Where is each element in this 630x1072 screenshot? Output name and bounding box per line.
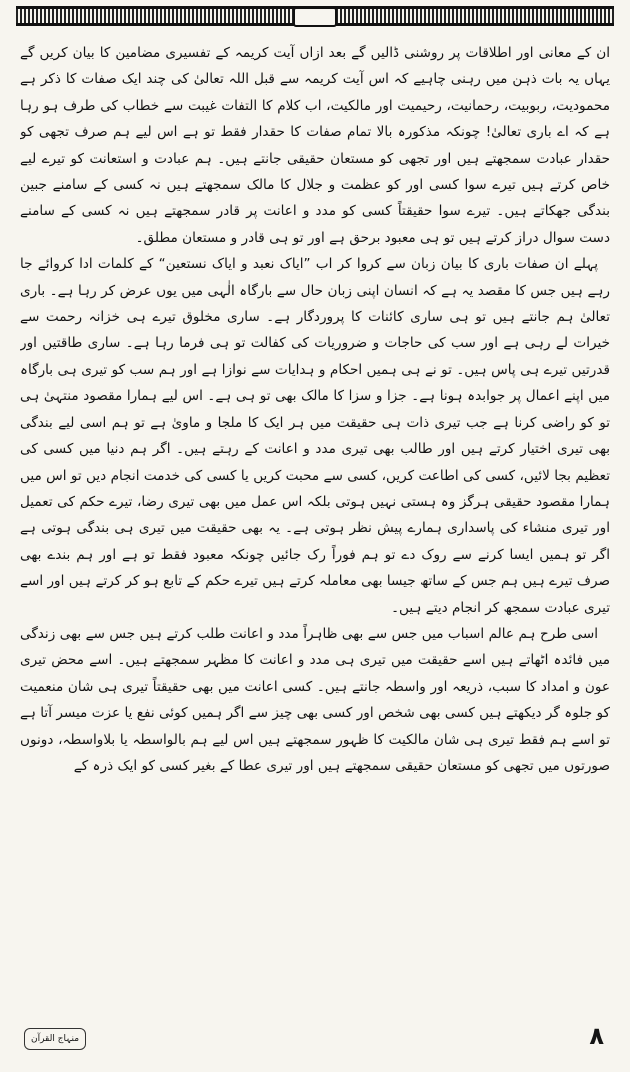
page-number: ۸	[589, 1022, 604, 1050]
paragraph-2: پہلے ان صفات باری کا بیان زبان سے کروا کر اب ”ایاک نعبد و ایاک نستعین“ کے کلمات ادا کروائے جا رہے ہیں جس کا مقصد یہ ہے کہ انسان اپنی زبان حال سے بارگاہ الٰہی میں یوں عرض کر رہا ہے۔ باری تعالیٰ ہم جانتے ہیں تو ہی ساری کائنات کا پروردگار ہے۔ ساری مخلوق تیرے ہی خزانہ رحمت سے خیرات لے رہی ہے اور سب کی حاجات و ضروریات کی کفالت تو ہی فرما رہا ہے۔ ساری طاقتیں اور قدرتیں تیرے ہی پاس ہیں۔ تو نے ہی ہمیں احکام و ہدایات سے نوازا ہے اور ہم سب کو تیری ہی بارگاہ میں اپنے اعمال پر جوابدہ ہونا ہے۔ جزا و سزا کا مالک بھی تو ہی ہے۔ اس لیے ہمارا مقصود منتہیٰ ہی تو کو راضی کرنا ہے جب تیری ذات ہی حقیقت میں ہر ایک کا ملجا و ماویٰ ہے تو ہم اسی لیے بندگی بھی تیری اختیار کرتے ہیں اور طالب بھی تیری مدد و اعانت کے رہتے ہیں۔ اگر ہم دنیا میں کسی کی تعظیم بجا لائیں، کسی کی اطاعت کریں، کسی سے محبت کریں یا کسی کی خدمت انجام دیں تو اس میں ہمارا مقصود حقیقی ہرگز وہ ہستی نہیں ہوتی بلکہ اس عمل میں بھی تیری رضا، تیرے حکم کی تعمیل اور تیری منشاء کی پاسداری ہمارے پیش نظر ہوتی ہے۔ یہ بھی حقیقت میں تیری ہی بندگی ہوتی ہے اگر تو ہمیں ایسا کرنے سے روک دے تو ہم فوراً رک جائیں چونکہ معبود فقط تو ہے اور ہم بندے بھی صرف تیرے ہیں ہم جس کے ساتھ جیسا بھی معاملہ کرتے ہیں تیرے حکم کے تابع ہو کر کرتے ہیں اور اسے تیری عبادت سمجھ کر انجام دیتے ہیں۔	[20, 256, 610, 616]
page-body	[20, 40, 610, 1010]
header-badge	[293, 7, 337, 27]
paragraph-3: اسی طرح ہم عالم اسباب میں جس سے بھی ظاہراً مدد و اعانت طلب کرتے ہیں جس سے بھی زندگی میں فائدہ اٹھاتے ہیں اسے حقیقت میں تیری ہی مدد و اعانت کا مظہر سمجھتے ہیں۔ اسے محض تیری عون و امداد کا سبب، ذریعہ اور واسطہ جانتے ہیں۔ کسی اعانت میں بھی حقیقتاً تیری ہی شان منعمیت کو جلوہ گر دیکھتے ہیں کسی بھی شخص اور کسی بھی چیز سے اگر ہمیں کوئی نفع یا عزت میسر آتا ہے تو اسے ہم فقط تیری ہی شان مالکیت کا ظہور سمجھتے ہیں اس لیے ہم بالواسطہ یا بلاواسطہ، دونوں صورتوں میں تجھی کو مستعان حقیقی سمجھتے ہیں اور تیری عطا کے بغیر کسی کو ایک ذرہ کے	[20, 625, 610, 774]
page-footer	[20, 1018, 610, 1058]
publisher-stamp: منہاج القرآن	[24, 1028, 86, 1050]
header-ornament	[16, 6, 614, 26]
paragraph-1: ان کے معانی اور اطلاقات پر روشنی ڈالیں گے بعد ازاں آیت کریمہ کے تفسیری مضامین کا بیان کریں گے یہاں یہ بات ذہن میں رہنی چاہیے کہ اس آیت کریمہ سے قبل اللہ تعالیٰ کی چند ایک صفات کا ذکر ہے محمودیت، ربوبیت، رحمانیت، رحیمیت اور مالکیت، اب کلام کا التفات غیبت سے خطاب کی طرف ہو رہا ہے کہ اے باری تعالیٰ! چونکہ مذکورہ بالا تمام صفات کا حقدار فقط تو ہے اس لیے ہم صرف تجھی کو حقدار عبادت سمجھتے ہیں اور تجھی کو مستعان حقیقی جانتے ہیں۔ ہم عبادت و استعانت کو تیرے لیے خاص کرتے ہیں تیرے سوا کسی اور کو عظمت و جلال کا مالک سمجھتے ہیں نہ کسی کے سامنے جبین بندگی جھکاتے ہیں۔ تیرے سوا حقیقتاً کسی کو مدد و اعانت پر قادر سمجھتے ہیں نہ کسی کے سامنے دست سوال دراز کرتے ہیں تو ہی معبود برحق ہے اور تو ہی قادر و مستعان مطلق۔	[20, 45, 610, 246]
